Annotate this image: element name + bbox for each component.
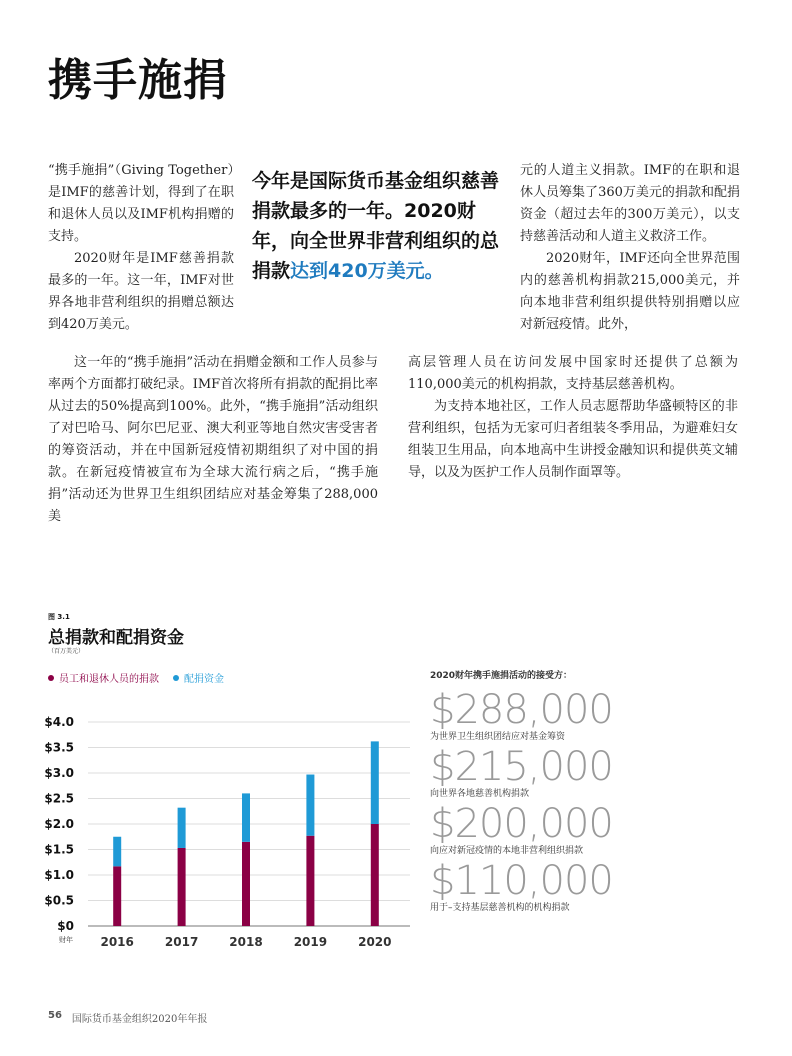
recipient-amount: $110,000: [430, 858, 613, 904]
bar-matching: [242, 793, 250, 841]
y-tick-label: $0.5: [44, 893, 74, 908]
recipient-item: [430, 860, 730, 913]
y-tick-label: $2.5: [44, 791, 74, 806]
y-tick-label: $3.0: [44, 766, 74, 780]
x-tick-label: 2017: [164, 935, 199, 949]
x-axis-label: 财年: [59, 936, 73, 944]
page-number: 56: [48, 1010, 62, 1021]
legend-item-matching: [173, 670, 224, 685]
paragraph: “携手施捐”（Giving Together）是IMF的慈善计划，得到了在职和退休人员以及IMF机构捐赠的支持。: [48, 163, 234, 244]
paragraph: 2020财年是IMF慈善捐款最多的一年。这一年，IMF对世界各地非营利组织的捐赠总额达到420万美元。: [48, 251, 234, 332]
bar-staff: [178, 848, 186, 926]
bar-matching: [306, 775, 314, 836]
bar-chart: [40, 700, 420, 956]
recipient-desc: 为世界卫生组织团结应对基金筹资: [430, 732, 566, 742]
x-tick-label: 2020: [358, 935, 392, 949]
bar-matching: [178, 808, 186, 848]
recipient-item: [430, 689, 730, 742]
figure-unit: （百万美元）: [48, 648, 85, 655]
right-column-top: [520, 160, 740, 336]
page-footer: [48, 1010, 207, 1025]
x-tick-label: 2018: [229, 935, 263, 949]
recipient-amount: $288,000: [430, 687, 613, 733]
figure-number: 图 3.1: [48, 613, 70, 621]
bar-matching: [113, 837, 121, 867]
legend-dot-icon: [173, 675, 179, 681]
recipients-panel: [430, 668, 730, 917]
y-tick-label: $1.0: [44, 868, 74, 882]
x-tick-label: 2019: [293, 935, 328, 949]
recipient-desc: 用于–支持基层慈善机构的机构捐款: [430, 903, 570, 913]
legend-label-matching: 配捐资金: [184, 674, 224, 685]
report-name: 国际货币基金组织2020年年报: [71, 1014, 208, 1025]
x-tick-label: 2016: [100, 935, 134, 949]
paragraph: 2020财年，IMF还向全世界范围内的慈善机构捐款215,000美元，并向本地非营利组织提供特别捐赠以应对新冠疫情。此外，: [520, 251, 740, 332]
y-tick-label: $3.5: [44, 740, 74, 755]
left-column-top: [48, 160, 234, 336]
y-tick-label: $4.0: [44, 715, 74, 729]
chart-legend: [48, 670, 224, 685]
recipient-item: [430, 803, 730, 856]
y-tick-label: $2.0: [44, 817, 74, 831]
recipient-item: [430, 746, 730, 799]
y-tick-label: $1.5: [44, 842, 74, 857]
figure-title: 总捐款和配捐资金: [48, 628, 184, 648]
left-column-bottom: [48, 352, 378, 528]
paragraph: 元的人道主义捐款。IMF的在职和退休人员筹集了360万美元的捐款和配捐资金（超过去年的300万美元），以支持慈善活动和人道主义救济工作。: [520, 163, 740, 244]
y-tick-label: $0: [57, 919, 74, 933]
pull-quote-accent: 达到420万美元。: [290, 260, 444, 282]
bar-staff: [306, 836, 314, 926]
right-column-bottom: [408, 352, 738, 484]
legend-item-staff: [48, 670, 159, 685]
recipient-desc: 向应对新冠疫情的本地非营利组织捐款: [430, 846, 584, 856]
recipients-title: 2020财年携手施捐活动的接受方：: [430, 671, 573, 681]
bar-staff: [242, 842, 250, 926]
bar-staff: [371, 824, 379, 926]
page-title: 携手施捐: [48, 55, 228, 106]
recipient-desc: 向世界各地慈善机构捐款: [430, 789, 530, 799]
pull-quote-main: 今年是国际货币基金组织慈善捐款最多的一年。2020财年，向全世界非营利组织的总捐款: [252, 170, 500, 282]
bar-matching: [371, 741, 379, 824]
paragraph: 高层管理人员在访问发展中国家时还提供了总额为110,000美元的机构捐款，支持基层慈善机构。: [408, 355, 738, 392]
paragraph: 这一年的“携手施捐”活动在捐赠金额和工作人员参与率两个方面都打破纪录。IMF首次将所有捐款的配捐比率从过去的50%提高到100%。此外，“携手施捐”活动组织了对巴哈马、阿尔巴尼亚、澳大利亚等地自然灾害受害者的筹资活动，并在中国新冠疫情初期组织了对中国的捐款。在新冠疫情被宣布为全球大流行病之后，“携手施捐”活动还为世界卫生组织团结应对基金筹集了288,000美: [48, 355, 378, 524]
paragraph: 为支持本地社区，工作人员志愿帮助华盛顿特区的非营利组织，包括为无家可归者组装冬季用品，为避难妇女组装卫生用品，向本地高中生讲授金融知识和提供英文辅导，以及为医护工作人员制作面罩等。: [408, 399, 738, 480]
recipient-amount: $200,000: [430, 801, 613, 847]
legend-label-staff: 员工和退休人员的捐款: [59, 674, 159, 685]
recipient-amount: $215,000: [430, 744, 613, 790]
legend-dot-icon: [48, 675, 54, 681]
pull-quote: [252, 166, 510, 286]
bar-staff: [113, 866, 121, 926]
